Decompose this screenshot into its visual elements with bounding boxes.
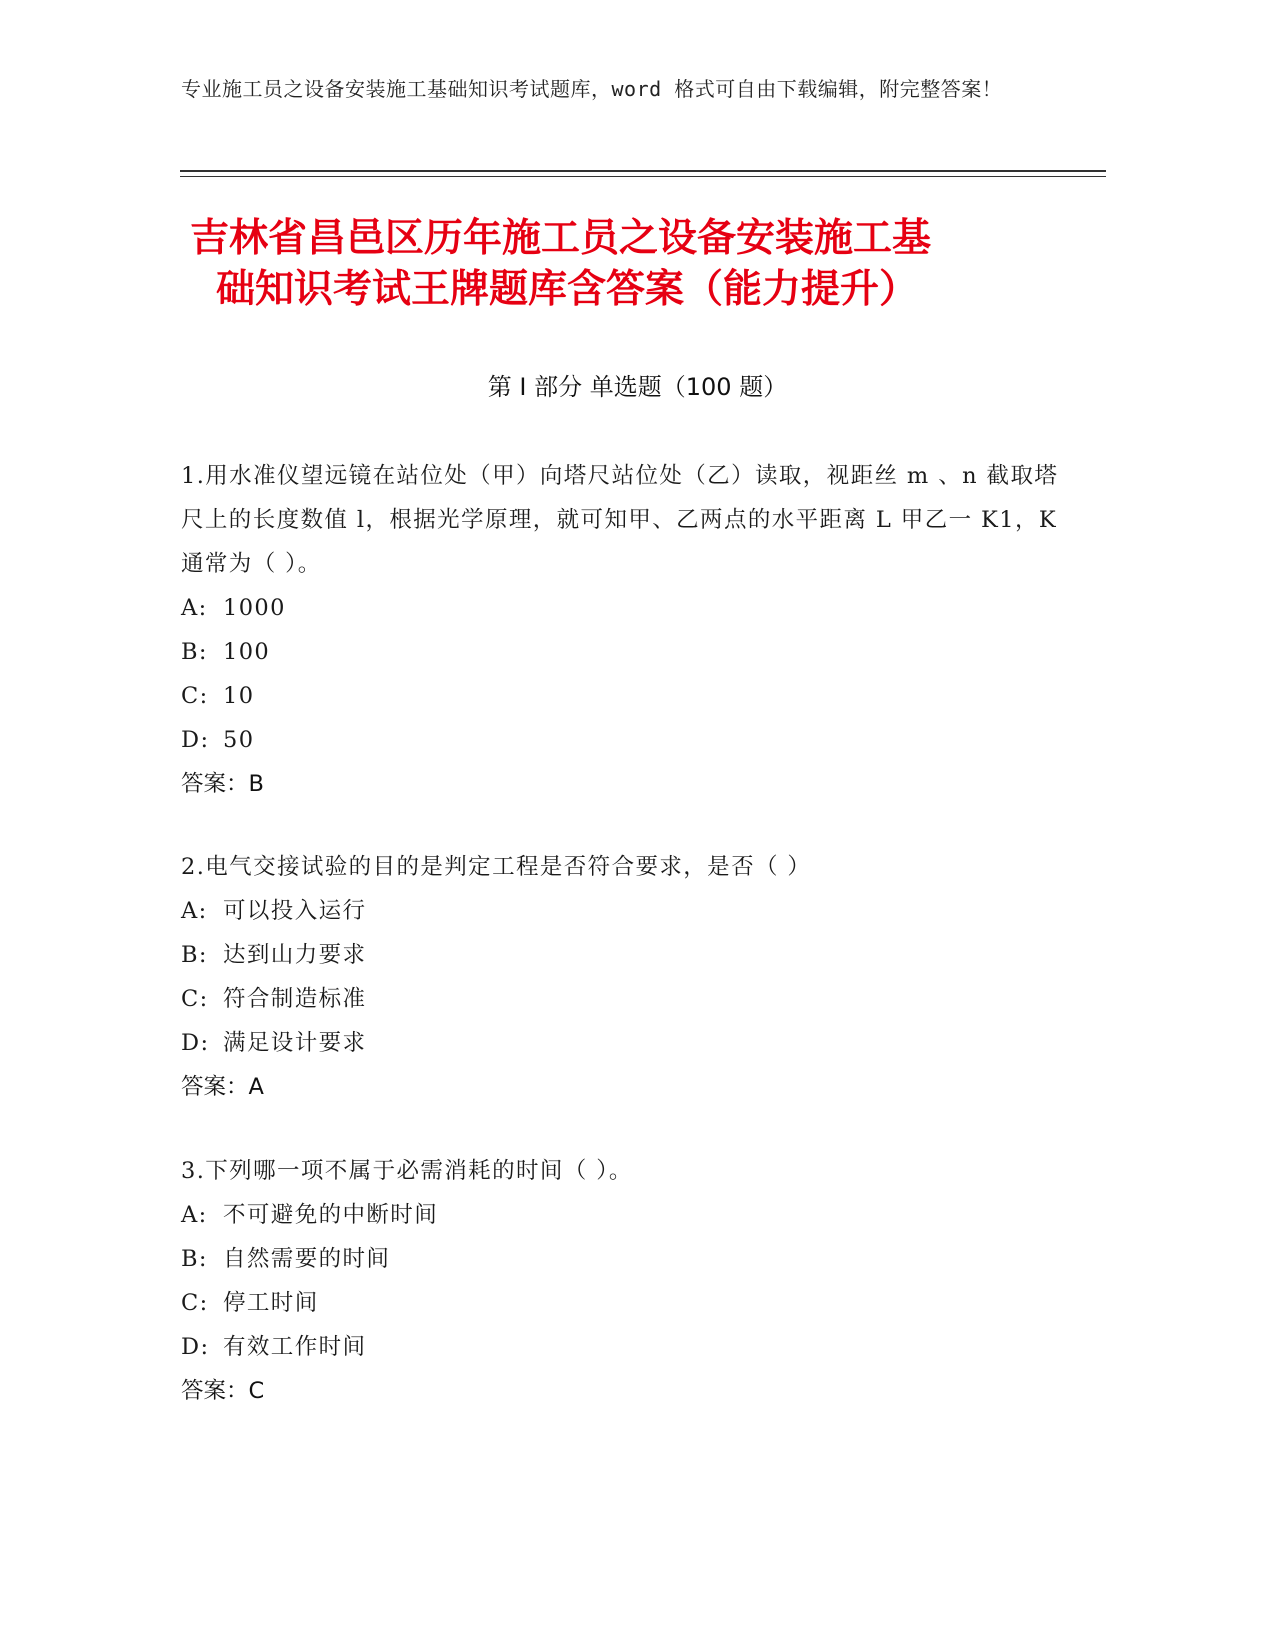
option-key: A: bbox=[181, 595, 208, 621]
header-rule-thick bbox=[180, 170, 1106, 172]
answer-line: 答案：B bbox=[181, 771, 264, 797]
option-text: 停工时间 bbox=[223, 1290, 319, 1316]
option-text: 1000 bbox=[223, 595, 286, 621]
option-key: B: bbox=[181, 639, 208, 665]
answer-line: 答案：C bbox=[181, 1378, 265, 1404]
option-text: 符合制造标准 bbox=[223, 986, 367, 1012]
question-3 bbox=[181, 1149, 1061, 1413]
option-text: 100 bbox=[223, 639, 271, 665]
option-key: C: bbox=[181, 986, 209, 1012]
option-b bbox=[181, 933, 1061, 977]
option-text: 满足设计要求 bbox=[223, 1030, 367, 1056]
option-text: 有效工作时间 bbox=[223, 1334, 367, 1360]
option-c bbox=[181, 977, 1061, 1021]
question-stem: 3.下列哪一项不属于必需消耗的时间（ ）。 bbox=[181, 1158, 633, 1184]
option-key: D: bbox=[181, 1030, 210, 1056]
option-a bbox=[181, 889, 1061, 933]
option-key: B: bbox=[181, 942, 208, 968]
option-text: 10 bbox=[223, 683, 255, 709]
document-title-line-1: 吉林省昌邑区历年施工员之设备安装施工基 bbox=[190, 216, 932, 261]
option-text: 50 bbox=[223, 727, 255, 753]
option-a bbox=[181, 1193, 1061, 1237]
option-d bbox=[181, 718, 1061, 762]
header-rule-thin bbox=[180, 176, 1106, 177]
option-d bbox=[181, 1021, 1061, 1065]
option-a bbox=[181, 586, 1061, 630]
option-text: 自然需要的时间 bbox=[223, 1246, 391, 1272]
question-stem: 2.电气交接试验的目的是判定工程是否符合要求，是否（ ） bbox=[181, 854, 812, 880]
option-key: D: bbox=[181, 1334, 210, 1360]
option-key: B: bbox=[181, 1246, 208, 1272]
document-title-line-2: 础知识考试王牌题库含答案（能力提升） bbox=[216, 267, 919, 312]
option-key: C: bbox=[181, 1290, 209, 1316]
answer-line: 答案：A bbox=[181, 1074, 264, 1100]
option-b bbox=[181, 1237, 1061, 1281]
document-title bbox=[190, 213, 1090, 315]
question-1 bbox=[181, 454, 1061, 806]
section-title: 第 I 部分 单选题（100 题） bbox=[487, 373, 788, 401]
option-b bbox=[181, 630, 1061, 674]
question-2 bbox=[181, 845, 1061, 1109]
header-note: 专业施工员之设备安装施工基础知识考试题库，word 格式可自由下载编辑，附完整答案！ bbox=[181, 77, 1003, 101]
option-key: D: bbox=[181, 727, 210, 753]
option-text: 不可避免的中断时间 bbox=[223, 1202, 439, 1228]
option-c bbox=[181, 674, 1061, 718]
option-text: 可以投入运行 bbox=[223, 898, 367, 924]
option-c bbox=[181, 1281, 1061, 1325]
question-stem: 1.用水准仪望远镜在站位处（甲）向塔尺站位处（乙）读取，视距丝 m 、n 截取塔尺上的长度数值 l，根据光学原理，就可知甲、乙两点的水平距离 L 甲乙一 K1，K 通常为（ ）。 bbox=[181, 463, 1059, 577]
option-key: A: bbox=[181, 898, 208, 924]
option-key: A: bbox=[181, 1202, 208, 1228]
option-key: C: bbox=[181, 683, 209, 709]
option-d bbox=[181, 1325, 1061, 1369]
option-text: 达到山力要求 bbox=[223, 942, 367, 968]
